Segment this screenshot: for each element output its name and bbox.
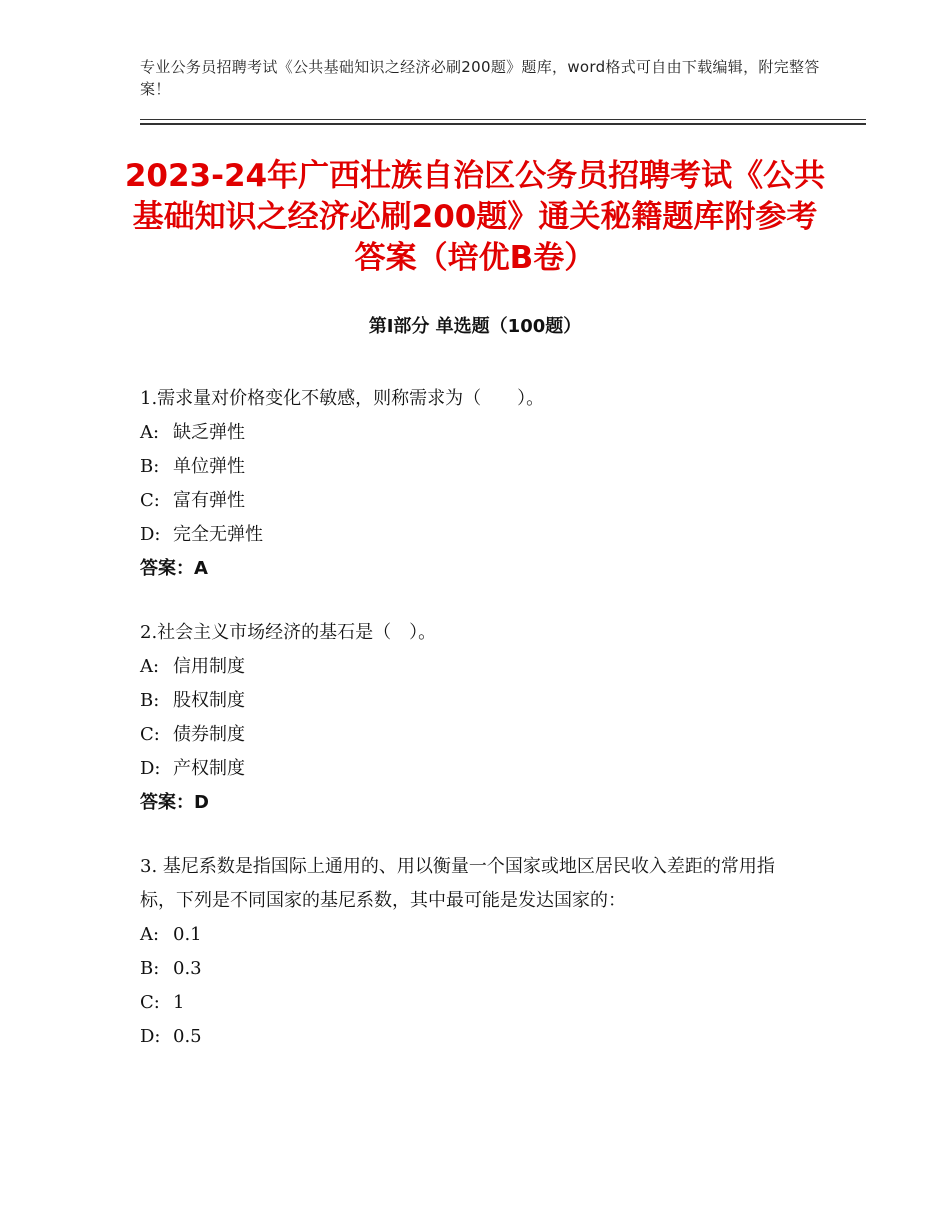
option-b: [140, 450, 810, 484]
answer: 答案：A: [140, 558, 208, 579]
option-text: 产权制度: [173, 758, 245, 779]
option-text: 0.3: [173, 958, 202, 979]
option-text: 缺乏弹性: [173, 422, 245, 443]
option-key: A:: [140, 422, 160, 443]
section-heading: 第Ⅰ部分 单选题（100题）: [368, 316, 582, 337]
question-list: [140, 382, 810, 1084]
question-stem: 1.需求量对价格变化不敏感，则称需求为（ ）。: [140, 388, 545, 409]
header-rule-thick: [140, 123, 866, 125]
option-a: [140, 650, 810, 684]
question-2: [140, 616, 810, 820]
option-key: B:: [140, 690, 160, 711]
option-c: [140, 718, 810, 752]
header-note: 专业公务员招聘考试《公共基础知识之经济必刷200题》题库，word格式可自由下载编辑，附完整答案！: [140, 58, 820, 98]
option-key: D:: [140, 524, 161, 545]
option-text: 债券制度: [173, 724, 245, 745]
header-rule-thin: [140, 119, 866, 120]
question-3: [140, 850, 810, 1054]
option-text: 富有弹性: [173, 490, 245, 511]
option-d: [140, 518, 810, 552]
option-key: C:: [140, 724, 160, 745]
option-c: [140, 484, 810, 518]
answer: 答案：D: [140, 792, 209, 813]
option-text: 单位弹性: [173, 456, 245, 477]
question-stem: 3. 基尼系数是指国际上通用的、用以衡量一个国家或地区居民收入差距的常用指标，下列是不同国家的基尼系数，其中最可能是发达国家的：: [140, 856, 775, 911]
option-b: [140, 952, 810, 986]
option-text: 0.5: [173, 1026, 202, 1047]
option-key: B:: [140, 456, 160, 477]
option-text: 完全无弹性: [173, 524, 263, 545]
option-key: A:: [140, 924, 160, 945]
option-key: A:: [140, 656, 160, 677]
option-text: 1: [173, 992, 185, 1013]
question-stem: 2.社会主义市场经济的基石是（ ）。: [140, 622, 437, 643]
option-b: [140, 684, 810, 718]
option-text: 0.1: [173, 924, 202, 945]
option-c: [140, 986, 810, 1020]
option-key: B:: [140, 958, 160, 979]
question-1: [140, 382, 810, 586]
option-key: D:: [140, 758, 161, 779]
option-key: D:: [140, 1026, 161, 1047]
document-title: 2023-24年广西壮族自治区公务员招聘考试《公共基础知识之经济必刷200题》通关秘籍题库附参考答案（培优B卷）: [124, 158, 826, 276]
option-d: [140, 1020, 810, 1054]
option-text: 信用制度: [173, 656, 245, 677]
option-a: [140, 416, 810, 450]
option-d: [140, 752, 810, 786]
option-text: 股权制度: [173, 690, 245, 711]
option-a: [140, 918, 810, 952]
option-key: C:: [140, 992, 160, 1013]
option-key: C:: [140, 490, 160, 511]
